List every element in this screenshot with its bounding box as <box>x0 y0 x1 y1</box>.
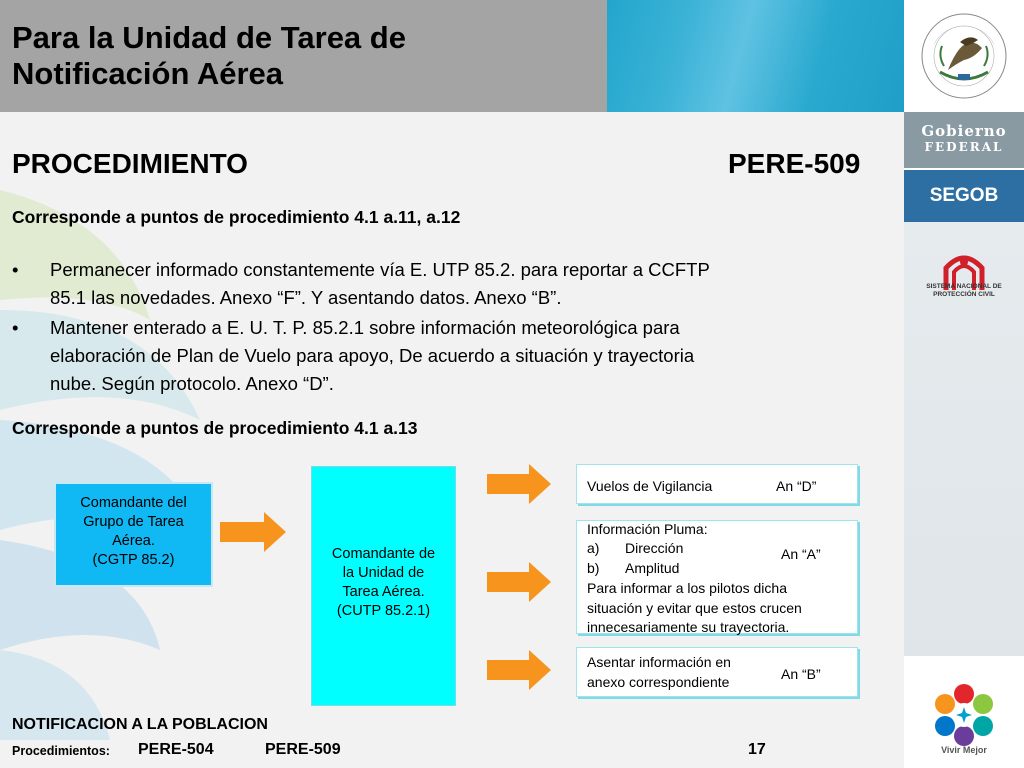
box2-item-a-marker: a) <box>587 540 600 556</box>
footer-code-504: PERE-504 <box>138 741 214 758</box>
footer-code-509: PERE-509 <box>265 741 341 758</box>
gobierno-line1: Gobierno <box>921 122 1007 140</box>
cgtp-line3: Aérea. <box>112 533 155 549</box>
box3-line2: anexo correspondiente <box>587 674 730 690</box>
footer-title: NOTIFICACION A LA POBLACION <box>12 716 268 733</box>
page-number: 17 <box>748 741 766 758</box>
cutp-box <box>311 466 456 706</box>
gobierno-line2: FEDERAL <box>924 140 1004 154</box>
bullet2-line3: nube. Según protocolo. Anexo “D”. <box>50 373 334 394</box>
box1-text: Vuelos de Vigilancia <box>587 478 713 494</box>
arrow-right-icon <box>487 562 553 602</box>
box2-item-b: Amplitud <box>625 560 680 576</box>
section1-heading: Corresponde a puntos de procedimiento 4.1 a.11, a.12 <box>12 207 461 227</box>
gobierno-federal-logo <box>904 112 1024 168</box>
box2-item-b-marker: b) <box>587 560 600 576</box>
section2-heading: Corresponde a puntos de procedimiento 4.1 a.13 <box>12 418 418 438</box>
bullet1-line1: Permanecer informado constantemente vía E. UTP 85.2. para reportar a CCFTP <box>50 259 710 280</box>
segob-logo: SEGOB <box>904 170 1024 222</box>
bullet-marker: • <box>12 259 19 280</box>
cutp-line2: la Unidad de <box>342 565 425 581</box>
proteccion-line2: PROTECCIÓN CIVIL <box>933 291 995 298</box>
cgtp-line1: Comandante del <box>80 495 187 511</box>
list-item <box>12 314 892 398</box>
procedure-code: PERE-509 <box>728 148 861 179</box>
arrow-right-icon <box>487 650 553 690</box>
page-title-line1: Para la Unidad de Tarea de <box>12 20 406 55</box>
cutp-line3: Tarea Aérea. <box>342 584 425 600</box>
result-box-vigilancia <box>576 464 858 504</box>
box2-item-a: Dirección <box>625 540 684 556</box>
bullet-marker: • <box>12 317 19 338</box>
box2-line4: Para informar a los pilotos dicha <box>587 580 787 596</box>
cgtp-line2: Grupo de Tarea <box>83 514 184 530</box>
box3-line1: Asentar información en <box>587 654 731 670</box>
vivir-mejor-label: Vivir Mejor <box>941 745 987 755</box>
page-title-line2: Notificación Aérea <box>12 56 284 91</box>
footer-procedimientos-label: Procedimientos: <box>12 744 110 758</box>
cgtp-line4: (CGTP 85.2) <box>92 552 175 568</box>
result-box-asentar <box>576 647 858 697</box>
bullet1-line2: 85.1 las novedades. Anexo “F”. Y asentando datos. Anexo “B”. <box>50 287 562 308</box>
box2-line6: innecesariamente su trayectoria. <box>587 619 790 635</box>
procedure-label: PROCEDIMIENTO <box>12 148 248 179</box>
arrow-right-icon <box>220 512 290 552</box>
cutp-line4: (CUTP 85.2.1) <box>336 603 431 619</box>
result-box-pluma <box>576 520 858 634</box>
cutp-line1: Comandante de <box>331 546 436 562</box>
box2-annex: An “A” <box>781 546 821 562</box>
vivir-mejor-icon <box>929 680 999 750</box>
arrow-right-icon <box>487 464 553 504</box>
bullet2-line2: elaboración de Plan de Vuelo para apoyo, De acuerdo a situación y trayectoria <box>50 345 695 366</box>
page-title <box>12 20 592 92</box>
cgtp-box <box>54 482 213 587</box>
bullet2-line1: Mantener enterado a E. U. T. P. 85.2.1 sobre información meteorológica para <box>50 317 680 338</box>
box1-annex: An “D” <box>776 478 817 494</box>
national-seal <box>904 0 1024 112</box>
box2-line1: Información Pluma: <box>587 521 708 537</box>
box2-line5: situación y evitar que estos crucen <box>587 600 802 616</box>
header-accent <box>607 0 904 112</box>
proteccion-civil-label <box>916 283 1012 299</box>
proteccion-line1: SISTEMA NACIONAL DE <box>926 283 1002 290</box>
box3-annex: An “B” <box>781 666 821 682</box>
eagle-seal-icon <box>904 0 1024 112</box>
bullet-list <box>12 256 892 400</box>
list-item <box>12 256 892 312</box>
